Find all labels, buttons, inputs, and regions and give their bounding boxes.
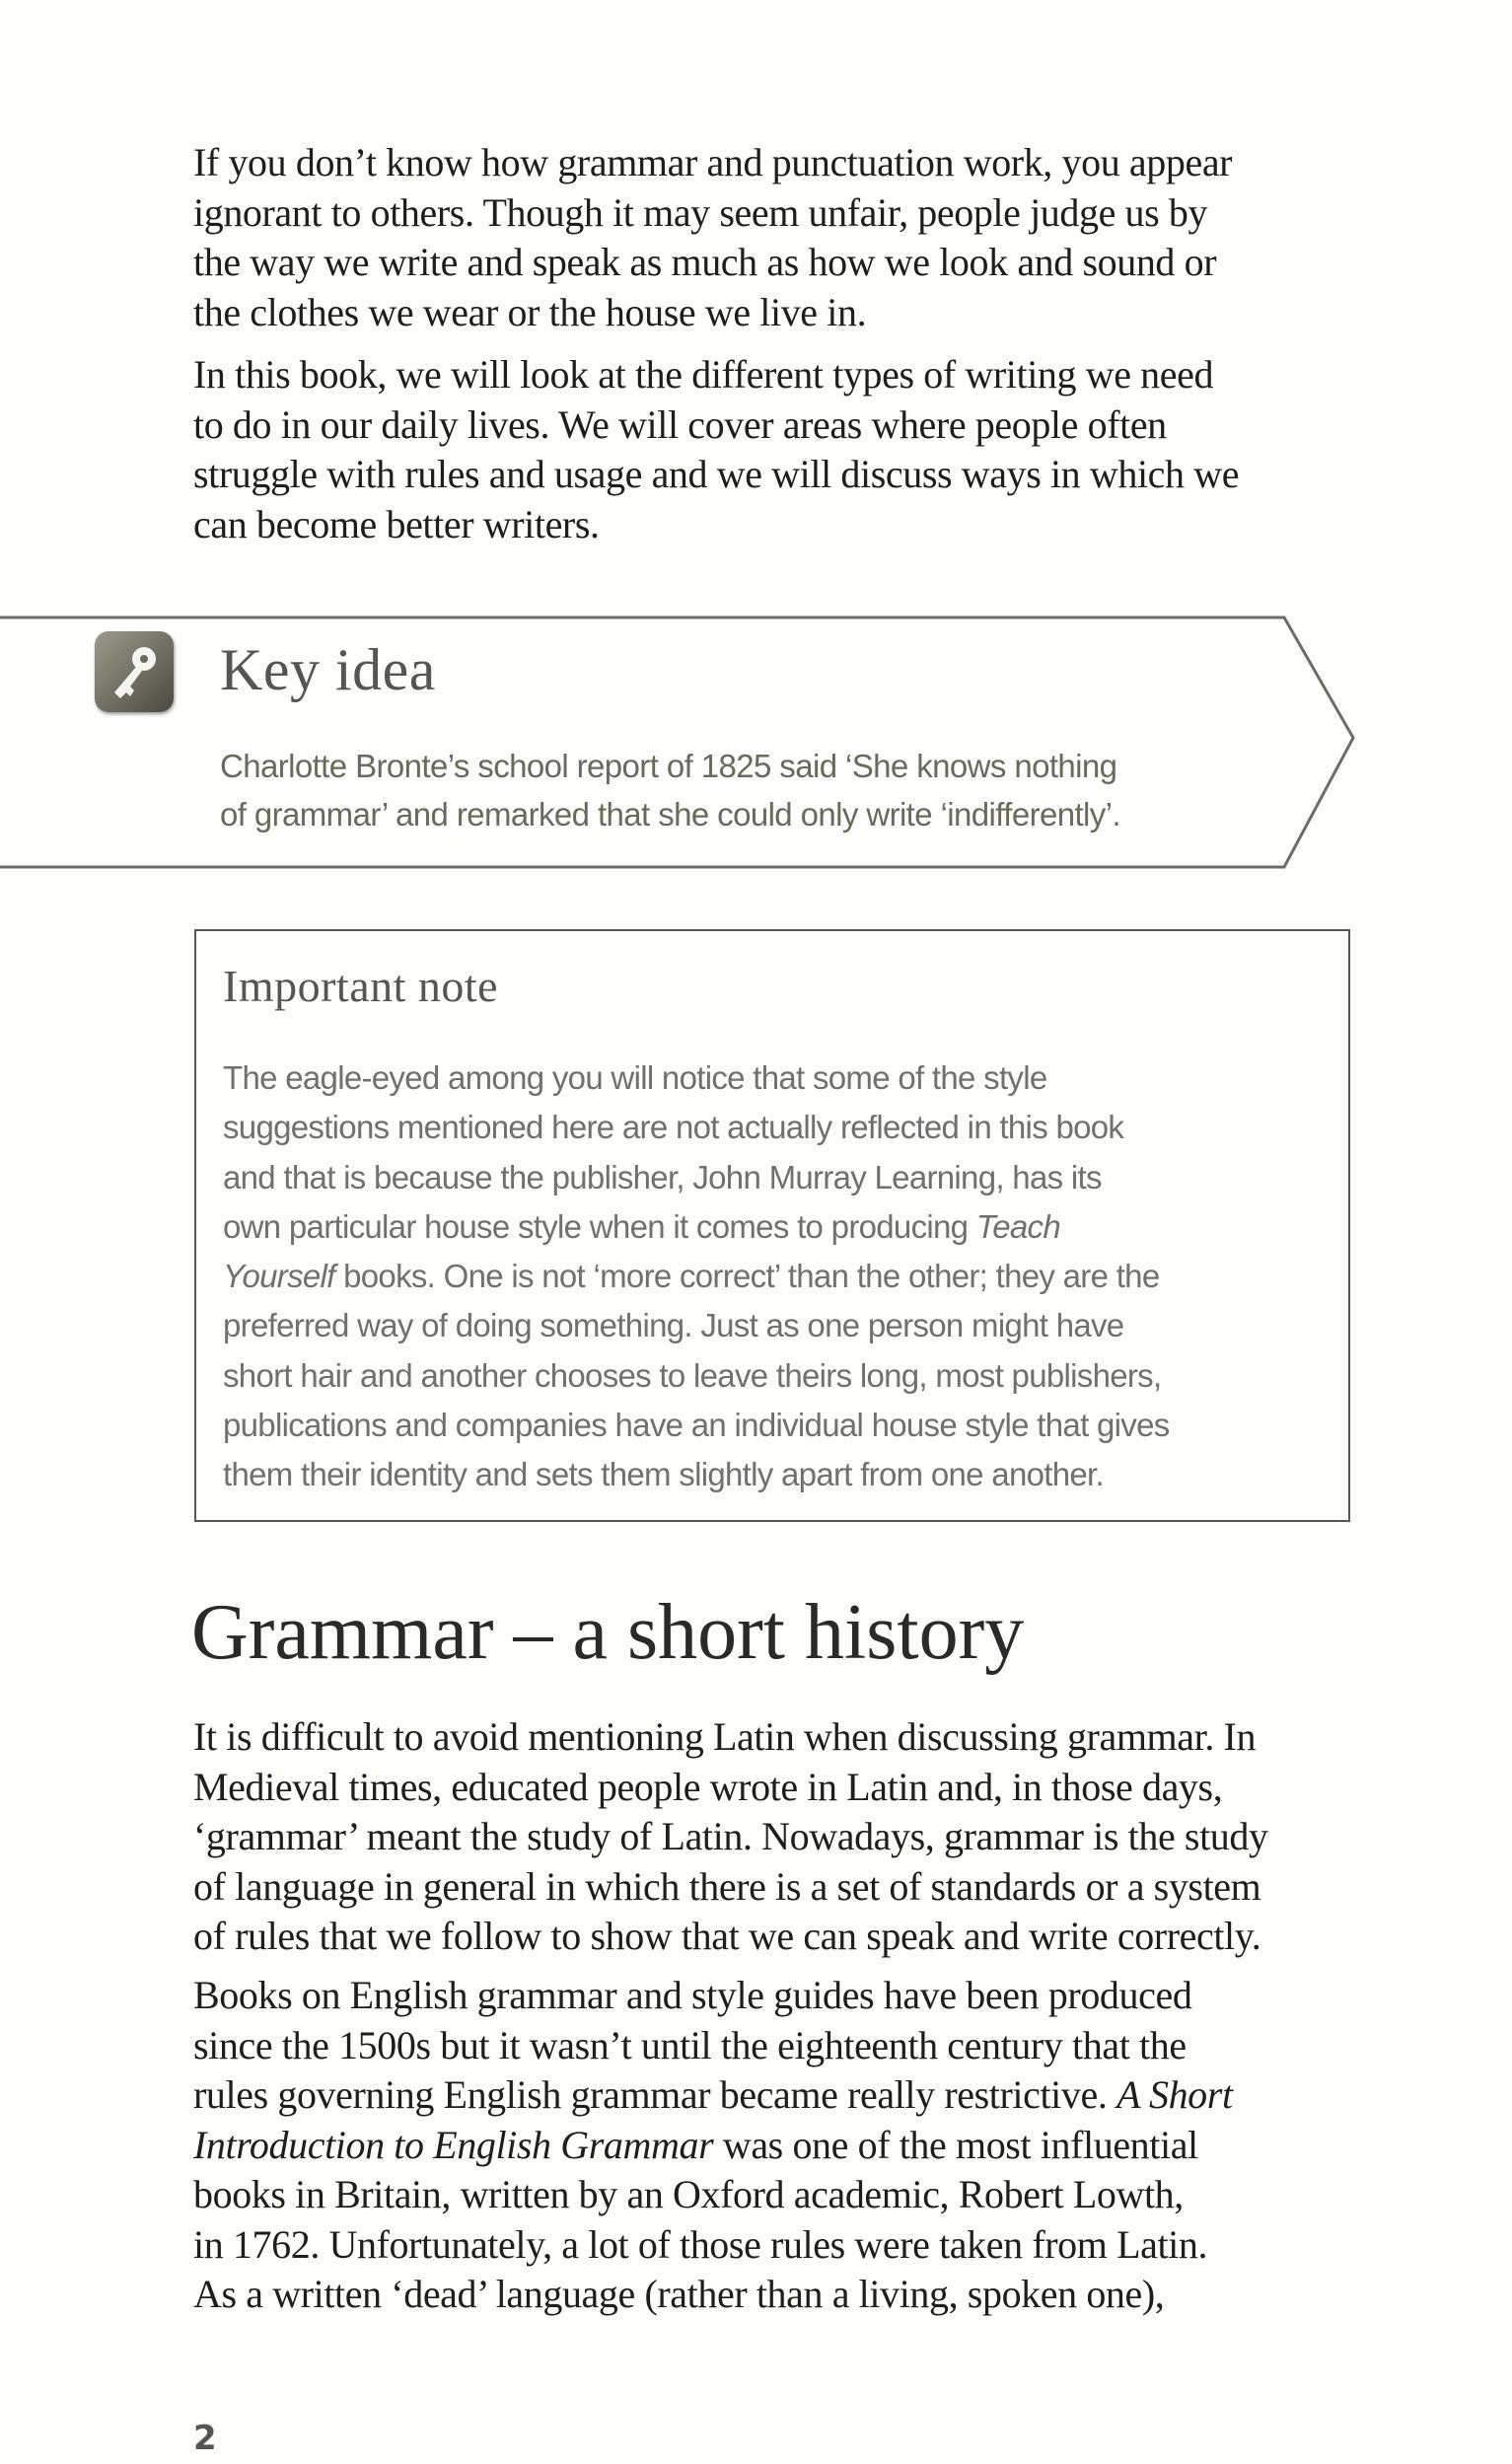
text-line xyxy=(193,2170,1233,2220)
section-heading: Grammar – a short history xyxy=(191,1589,1025,1676)
text-span: to do in our daily lives. We will cover areas where people often xyxy=(193,401,1167,447)
text-line xyxy=(193,1971,1233,2021)
text-span: ‘grammar’ meant the study of Latin. Nowadays, grammar is the study xyxy=(193,1814,1268,1858)
italic-text: A Short xyxy=(1116,2072,1233,2117)
text-line xyxy=(193,2270,1233,2320)
text-line xyxy=(223,1202,1170,1252)
text-line xyxy=(223,1053,1170,1103)
text-line xyxy=(193,138,1232,188)
text-span: the way we write and speak as much as how we look and sound or xyxy=(193,240,1217,284)
text-line xyxy=(193,450,1239,500)
italic-text: Introduction to English Grammar xyxy=(193,2122,714,2167)
key-idea-title: Key idea xyxy=(220,637,436,702)
text-line xyxy=(193,2070,1233,2121)
text-span: own particular house style when it comes to producing xyxy=(223,1207,976,1245)
text-span: the clothes we wear or the house we live in. xyxy=(193,289,867,334)
text-span: rules governing English grammar became really restrictive. xyxy=(193,2072,1117,2117)
italic-text: Yourself xyxy=(223,1258,335,1295)
page-number: 2 xyxy=(193,2419,217,2458)
text-span: Medieval times, educated people wrote in Latin and, in those days, xyxy=(193,1764,1223,1809)
text-line xyxy=(220,790,1120,838)
text-line xyxy=(223,1301,1170,1350)
text-span: struggle with rules and usage and we will discuss ways in which we xyxy=(193,452,1240,496)
text-span: can become better writers. xyxy=(193,501,600,546)
text-line xyxy=(193,2121,1233,2171)
text-span: As a written ‘dead’ language (rather than a living, spoken one), xyxy=(193,2272,1165,2316)
text-line xyxy=(193,238,1232,288)
text-line xyxy=(193,350,1239,400)
section-paragraph-2 xyxy=(193,1971,1233,2320)
important-note-title: Important note xyxy=(223,961,499,1011)
text-span: preferred way of doing something. Just as one person might have xyxy=(223,1307,1124,1344)
text-line xyxy=(223,1103,1170,1152)
text-line xyxy=(193,2220,1233,2271)
text-line xyxy=(223,1153,1170,1202)
text-span: and that is because the publisher, John Murray Learning, has its xyxy=(223,1158,1102,1196)
key-icon xyxy=(95,631,174,712)
section-paragraph-1 xyxy=(193,1712,1268,1962)
text-line xyxy=(223,1351,1170,1401)
text-span: books in Britain, written by an Oxford academic, Robert Lowth, xyxy=(193,2172,1184,2216)
text-line xyxy=(193,400,1239,451)
text-span: them their identity and sets them slightly apart from one another. xyxy=(223,1456,1104,1493)
text-line xyxy=(223,1401,1170,1450)
text-span: suggestions mentioned here are not actually reflected in this book xyxy=(223,1109,1124,1146)
important-note-text xyxy=(223,1053,1170,1500)
text-span: In this book, we will look at the different types of writing we need xyxy=(193,352,1214,397)
text-span: short hair and another chooses to leave theirs long, most publishers, xyxy=(223,1356,1162,1394)
key-idea-text xyxy=(220,742,1120,838)
text-span: of rules that we follow to show that we can speak and write correctly. xyxy=(193,1914,1261,1958)
text-line xyxy=(193,1912,1268,1962)
text-span: publications and companies have an individual house style that gives xyxy=(223,1407,1170,1444)
italic-text: Teach xyxy=(975,1207,1060,1245)
text-line xyxy=(193,1712,1268,1763)
text-line xyxy=(193,288,1232,338)
text-span: of grammar’ and remarked that she could only write ‘indifferently’. xyxy=(220,796,1120,833)
intro-paragraph-1 xyxy=(193,138,1232,337)
text-line xyxy=(193,2021,1233,2071)
text-line xyxy=(193,1763,1268,1813)
text-span: since the 1500s but it wasn’t until the eighteenth century that the xyxy=(193,2022,1187,2067)
text-line xyxy=(193,188,1232,239)
text-line xyxy=(193,500,1239,550)
text-span: books. One is not ‘more correct’ than the other; they are the xyxy=(334,1258,1160,1295)
text-span: ignorant to others. Though it may seem unfair, people judge us by xyxy=(193,189,1208,235)
text-span: was one of the most influential xyxy=(713,2122,1198,2167)
text-line xyxy=(193,1862,1268,1913)
text-line xyxy=(223,1252,1170,1301)
text-span: of language in general in which there is a set of standards or a system xyxy=(193,1863,1261,1909)
text-span: The eagle-eyed among you will notice that some of the style xyxy=(223,1059,1047,1096)
text-span: in 1762. Unfortunately, a lot of those rules were taken from Latin. xyxy=(193,2221,1208,2267)
text-span: It is difficult to avoid mentioning Latin when discussing grammar. In xyxy=(193,1714,1257,1759)
text-line xyxy=(220,742,1120,790)
text-span: Charlotte Bronte’s school report of 1825 said ‘She knows nothing xyxy=(220,748,1117,784)
text-span: Books on English grammar and style guides have been produced xyxy=(193,1973,1192,2017)
text-line xyxy=(223,1450,1170,1499)
text-line xyxy=(193,1812,1268,1862)
text-span: If you don’t know how grammar and punctuation work, you appear xyxy=(193,140,1233,184)
intro-paragraph-2 xyxy=(193,350,1239,549)
